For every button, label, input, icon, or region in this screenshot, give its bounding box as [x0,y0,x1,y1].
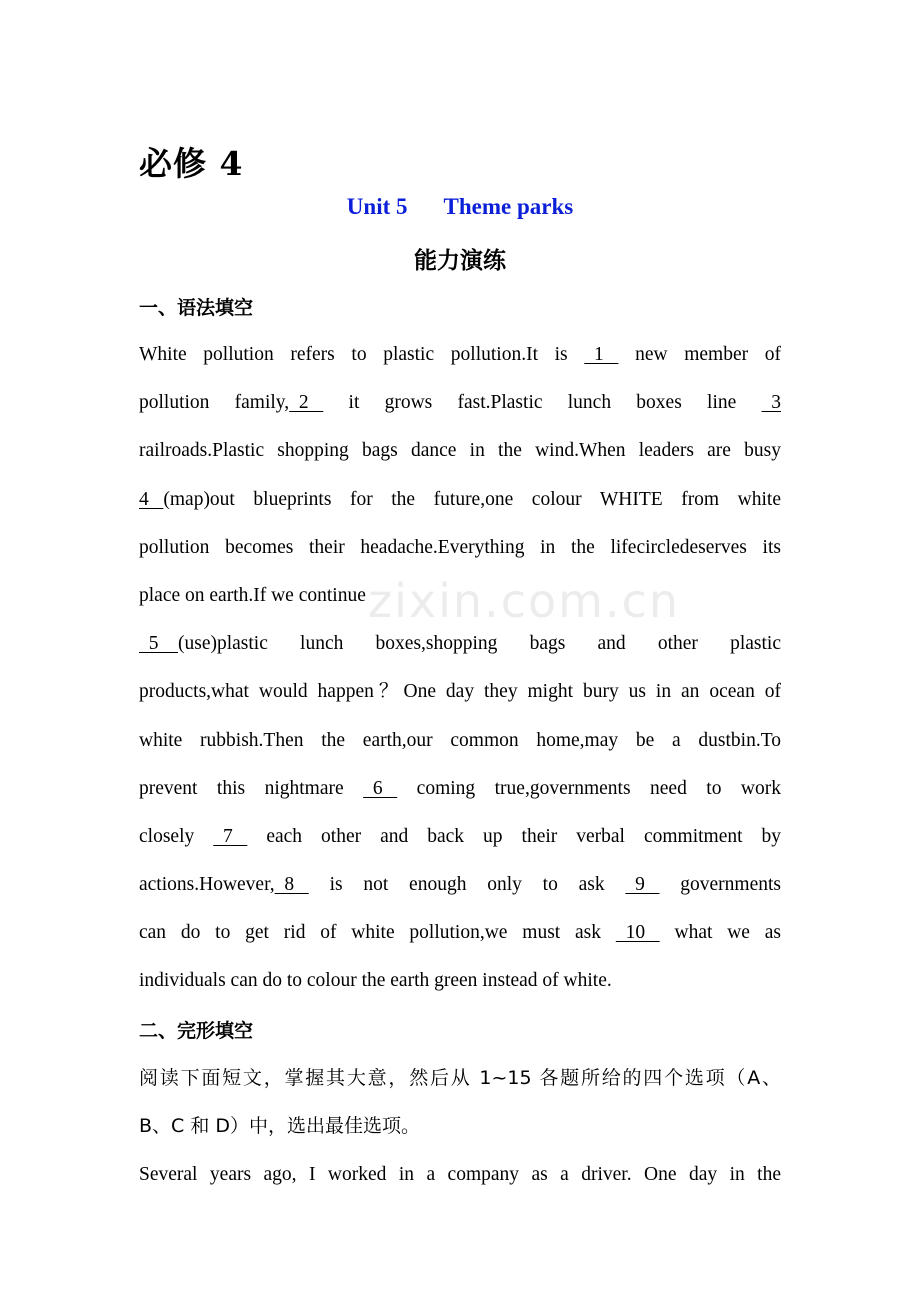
passage-line: products,what would happen？One day they might bury us in an ocean of [139,681,781,703]
page-subtitle: 能力演练 [414,248,506,274]
passage-line: 4 (map)out blueprints for the future,one colour WHITE from white [139,486,781,534]
blank-1[interactable]: 1 [584,344,619,365]
blank-5[interactable]: 5 [139,633,178,655]
passage-line: can do to get rid of white pollution,we must ask 10 what we as [139,919,781,967]
blank-2[interactable]: 2 [289,392,324,414]
blank-10[interactable]: 10 [615,922,660,944]
passage-line: actions.However, 8 is not enough only to ask 9 governments [139,871,781,919]
passage-line: closely 7 each other and back up their verbal commitment by [139,823,781,871]
passage-line: White pollution refers to plastic pollution.It is 1 new member of [139,341,781,389]
passage-line: pollution becomes their headache.Everything in the lifecircledeserves its [139,536,781,558]
instruction-line: 阅读下面短文，掌握其大意，然后从 1~15 各题所给的四个选项（A、 [139,1067,781,1089]
blank-4[interactable]: 4 [139,488,164,510]
cloze-instructions [139,1064,781,1160]
blank-7[interactable]: 7 [213,825,248,847]
blank-6[interactable]: 6 [363,777,398,799]
section-heading-cloze: 二、完形填空 [139,1020,254,1042]
grammar-passage [139,341,781,1016]
blank-9[interactable]: 9 [625,874,660,896]
passage-line: 5 (use)plastic lunch boxes,shopping bags and other plastic [139,630,781,678]
blank-3[interactable]: 3 [761,392,781,414]
unit-title [0,194,920,220]
passage-line: white rubbish.Then the earth,our common home,may be a dustbin.To [139,729,781,751]
blank-8[interactable]: 8 [274,874,309,896]
unit-name: Theme parks [443,194,574,219]
passage-line: railroads.Plastic shopping bags dance in the wind.When leaders are busy [139,440,781,462]
watermark: zixin.com.cn [368,574,681,628]
book-title: 必修 4 [139,144,244,183]
section-heading-grammar: 一、语法填空 [139,297,254,319]
unit-label: Unit 5 [346,194,408,219]
instruction-line: B、C 和 D）中，选出最佳选项。 [139,1115,421,1138]
passage-line: prevent this nightmare 6 coming true,governments need to work [139,775,781,823]
cloze-passage [139,1161,781,1209]
passage-line: place on earth.If we continue [139,584,366,606]
passage-line: pollution family, 2 it grows fast.Plastic lunch boxes line 3 [139,389,781,437]
passage-line: individuals can do to colour the earth green instead of white. [139,970,612,992]
passage-line: Several years ago, I worked in a company as a driver. One day in the [139,1164,781,1185]
